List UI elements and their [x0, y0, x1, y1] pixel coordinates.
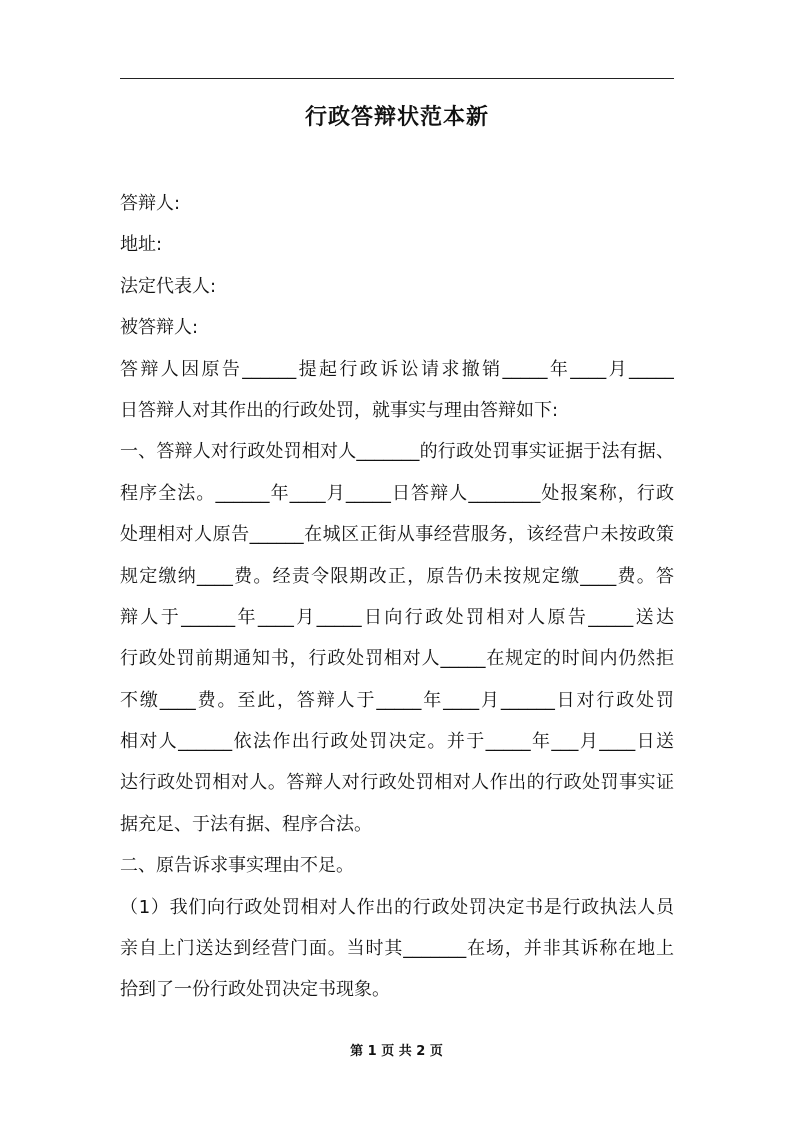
respondent-line: 答辩人:: [120, 193, 181, 214]
paragraph-line: 不缴____费。至此，答辩人于_____年____月______日对行政处罚: [120, 689, 674, 711]
paragraph-line: 程序全法。______年____月_____日答辩人________处报案称，行政: [120, 482, 674, 504]
paragraph-line: 答辩人因原告______提起行政诉讼请求撤销_____年____月_____: [120, 358, 674, 380]
paragraph-line: 拾到了一份行政处罚决定书现象。: [120, 979, 390, 1001]
respondent-party-line: 被答辩人:: [120, 317, 199, 339]
paragraph-line: 据充足、于法有据、程序合法。: [120, 813, 372, 835]
page-footer: 第 1 页 共 2 页: [350, 1044, 443, 1059]
paragraph-line: 辩人于______年____月_____日向行政处罚相对人原告_____送达: [120, 606, 674, 628]
paragraph-line: 处理相对人原告______在城区正街从事经营服务，该经营户未按政策: [120, 524, 674, 546]
paragraph-line: 相对人______依法作出行政处罚决定。并于_____年___月____日送: [120, 731, 674, 753]
paragraph-line: （1）我们向行政处罚相对人作出的行政处罚决定书是行政执法人员: [120, 896, 674, 918]
header-rule: [120, 78, 674, 79]
paragraph-line: 亲自上门送达到经营门面。当时其_______在场，并非其诉称在地上: [120, 938, 674, 960]
paragraph-line: 达行政处罚相对人。答辩人对行政处罚相对人作出的行政处罚事实证: [120, 772, 674, 794]
section-heading: 二、原告诉求事实理由不足。: [120, 855, 354, 877]
paragraph-line: 行政处罚前期通知书，行政处罚相对人_____在规定的时间内仍然拒: [120, 648, 674, 670]
legal-representative-line: 法定代表人:: [120, 275, 217, 297]
document-body: [120, 183, 674, 1011]
document-title: 行政答辩状范本新: [304, 105, 489, 130]
address-line: 地址:: [120, 234, 163, 256]
paragraph-line: 日答辩人对其作出的行政处罚，就事实与理由答辩如下:: [120, 399, 559, 421]
paragraph-line: 规定缴纳____费。经责令限期改正，原告仍未按规定缴____费。答: [120, 565, 674, 587]
paragraph-line: 一、答辩人对行政处罚相对人_______的行政处罚事实证据于法有据、: [120, 441, 674, 463]
